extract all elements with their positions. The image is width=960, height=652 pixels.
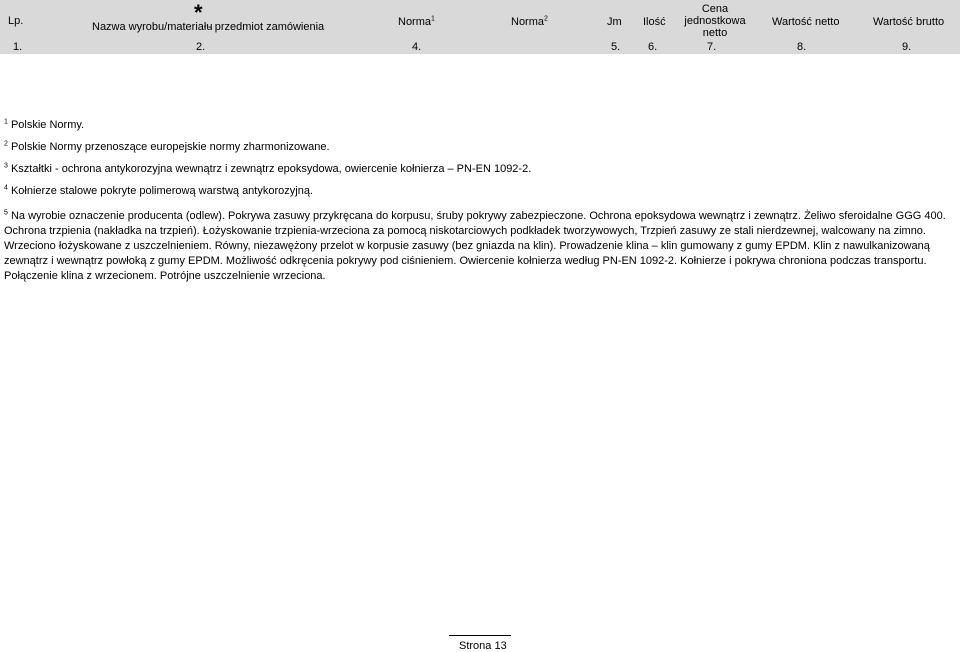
footnote: $^2$ Polskie Normy przenoszące europejskie normy zharmonizowane. xyxy=(4,140,330,153)
column-number: 4. xyxy=(412,41,422,53)
footnote: $^4$ Kołnierze stalowe pokryte polimerową warstwą antykorozyjną. xyxy=(4,184,313,197)
column-number-row xyxy=(0,40,960,54)
header-norma2: Norma$^2$ xyxy=(511,15,548,28)
footnote: $^1$ Polskie Normy. xyxy=(4,118,85,131)
footnote-5-line: Wrzeciono łożyskowane z uszczelnieniem. Równy, niezawężony przelot w korpusie zasuwy (bez gniazda na klin). Prowadzenie klina – klin gumowany z gumy EPDM. Klin z nawulkanizowaną xyxy=(4,240,930,252)
column-number: 7. xyxy=(707,41,717,53)
column-number: 1. xyxy=(13,41,23,53)
column-number: 6. xyxy=(648,41,658,53)
column-number: 9. xyxy=(902,41,912,53)
header-ilosc: Ilość xyxy=(643,16,666,28)
footnote-5-line: Ochrona trzpienia (nakładka na trzpień). Łożyskowanie trzpienia-wrzeciona za pomocą niskotarciowych podkładek tworzywowych, Trzpień zasuwy ze stali nierdzewnej, walcowany na zimno. xyxy=(4,225,926,237)
header-jm: Jm xyxy=(607,16,622,28)
footnote-5 xyxy=(4,209,954,284)
header-wartosc-netto: Wartość netto xyxy=(772,16,840,28)
column-number: 2. xyxy=(196,41,206,53)
page-number: Strona 13 xyxy=(459,640,507,652)
header-name-suffix: - przedmiot zamówienia xyxy=(208,21,325,33)
header-norma1: Norma$^1$ xyxy=(398,15,435,28)
footnote-5-line: $^5$ Na wyrobie oznaczenie producenta (odlew). Pokrywa zasuwy przykręcana do korpusu, śruby pokrywy zabezpieczone. Ochrona epoksydowa wewnątrz i zewnątrz. Żeliwo sferoidalne GGG 400. xyxy=(4,209,946,222)
header-lp: Lp. xyxy=(8,15,24,27)
footnote-5-line: Połączenie klina z wrzecionem. Potrójne uszczelnienie wrzeciona. xyxy=(4,270,326,282)
footnote: $^3$ Kształtki - ochrona antykorozyjna wewnątrz i zewnątrz epoksydowa, owiercenie kołnierza – PN-EN 1092-2. xyxy=(4,162,532,175)
header-wartosc-brutto: Wartość brutto xyxy=(873,16,945,28)
header-name: Nazwa wyrobu/materiału xyxy=(92,21,213,33)
header-cena: Cena jednostkowa netto xyxy=(684,3,746,39)
column-number: 5. xyxy=(611,41,621,53)
column-number: 8. xyxy=(797,41,807,53)
footer-divider xyxy=(449,635,511,636)
asterisk-mark: * xyxy=(194,0,203,25)
footnote-5-line: zewnątrz i wewnątrz powłoką z gumy EPDM. Możliwość odkręcenia pokrywy pod ciśnieniem. Owiercenie kołnierza według PN-EN 1092-2. Kołnierze i pokrywa chroniona podczas transportu. xyxy=(4,255,927,267)
